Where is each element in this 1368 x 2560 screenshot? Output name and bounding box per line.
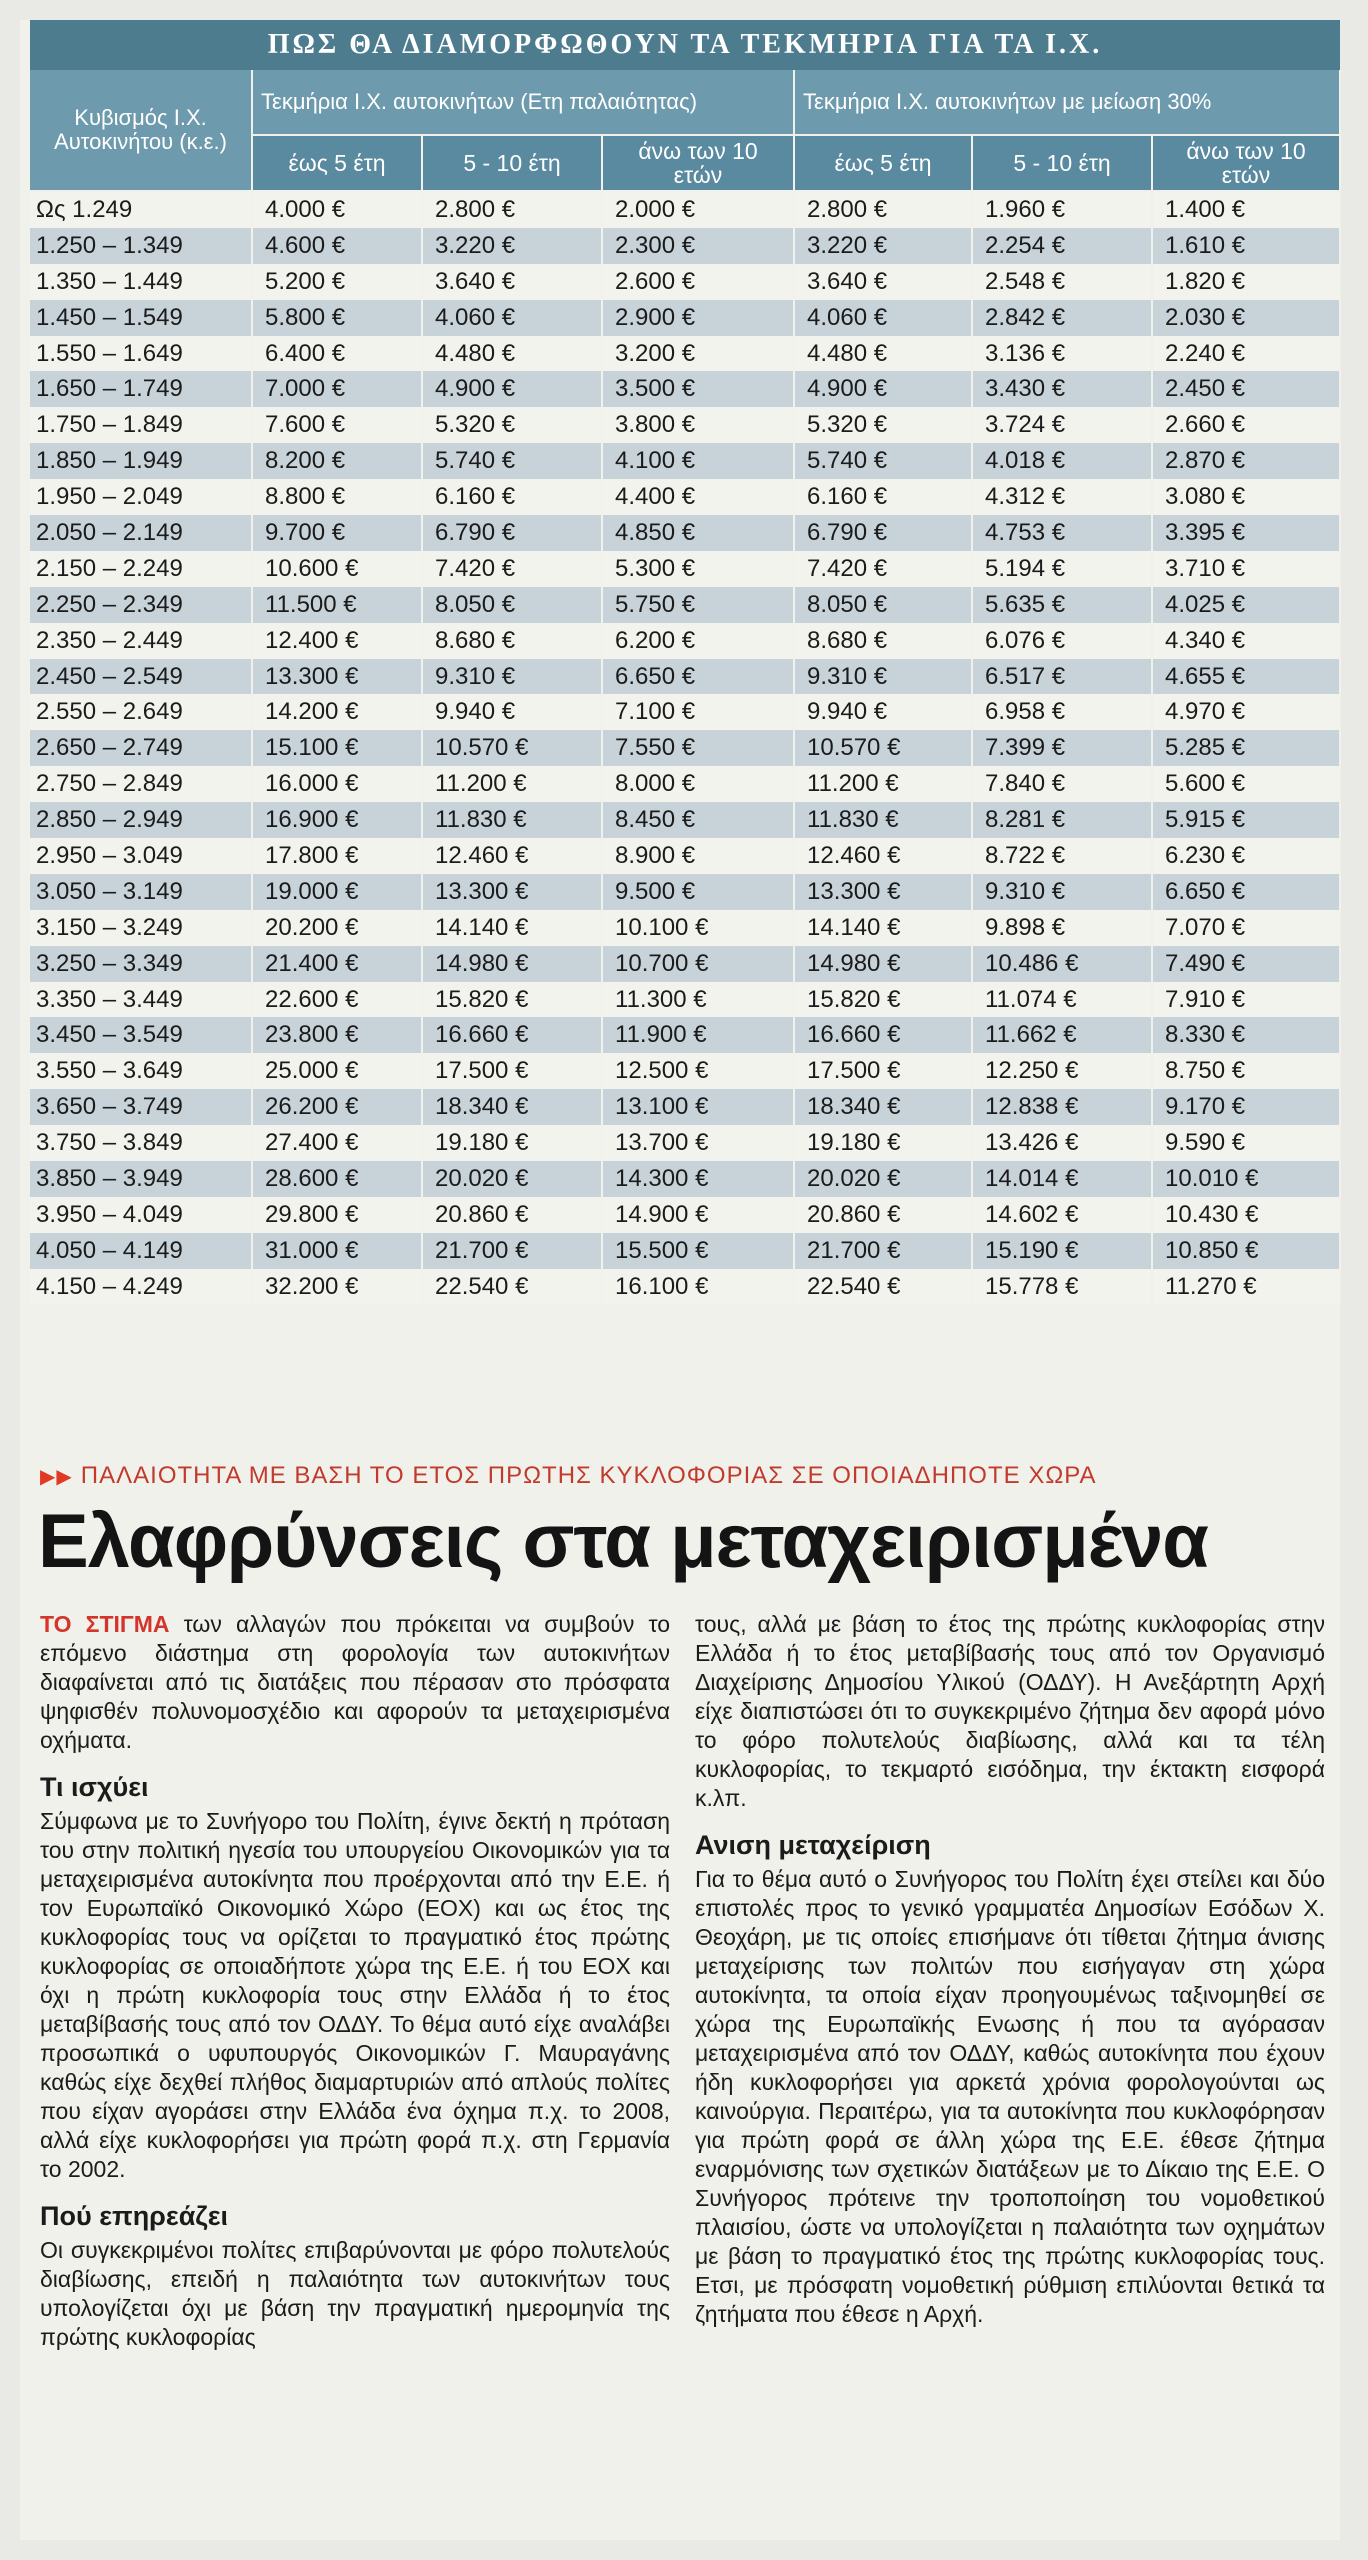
- value-cell: 5.635 €: [972, 587, 1152, 623]
- value-cell: 26.200 €: [252, 1089, 422, 1125]
- value-cell: 18.340 €: [794, 1089, 972, 1125]
- table-row: [30, 1161, 1340, 1197]
- table-row: [30, 443, 1340, 479]
- table-row: [30, 1125, 1340, 1161]
- value-cell: 14.300 €: [602, 1161, 794, 1197]
- value-cell: 14.200 €: [252, 694, 422, 730]
- value-cell: 4.060 €: [794, 300, 972, 336]
- header-group-age: Τεκμήρια Ι.Χ. αυτοκινήτων (Ετη παλαιότητας): [252, 70, 794, 135]
- value-cell: 7.600 €: [252, 407, 422, 443]
- value-cell: 18.340 €: [422, 1089, 602, 1125]
- value-cell: 5.800 €: [252, 300, 422, 336]
- tekmiria-table: [30, 70, 1341, 1305]
- value-cell: 9.940 €: [794, 694, 972, 730]
- engine-size-cell: 1.850 – 1.949: [30, 443, 252, 479]
- value-cell: 8.750 €: [1152, 1053, 1340, 1089]
- double-arrow-icon: ▶▶: [40, 1466, 73, 1488]
- value-cell: 7.840 €: [972, 766, 1152, 802]
- value-cell: 7.490 €: [1152, 946, 1340, 982]
- value-cell: 8.000 €: [602, 766, 794, 802]
- table-row: [30, 1053, 1340, 1089]
- value-cell: 6.517 €: [972, 659, 1152, 695]
- value-cell: 5.320 €: [422, 407, 602, 443]
- value-cell: 16.000 €: [252, 766, 422, 802]
- value-cell: 16.900 €: [252, 802, 422, 838]
- value-cell: 17.500 €: [422, 1053, 602, 1089]
- value-cell: 4.000 €: [252, 191, 422, 228]
- value-cell: 4.655 €: [1152, 659, 1340, 695]
- engine-size-cell: 1.550 – 1.649: [30, 336, 252, 372]
- header-group-reduced: Τεκμήρια Ι.Χ. αυτοκινήτων με μείωση 30%: [794, 70, 1340, 135]
- table-row: [30, 515, 1340, 551]
- value-cell: 8.200 €: [252, 443, 422, 479]
- value-cell: 2.450 €: [1152, 371, 1340, 407]
- value-cell: 10.100 €: [602, 910, 794, 946]
- engine-size-cell: 2.150 – 2.249: [30, 551, 252, 587]
- engine-size-cell: 2.650 – 2.749: [30, 730, 252, 766]
- value-cell: 2.030 €: [1152, 300, 1340, 336]
- value-cell: 10.570 €: [422, 730, 602, 766]
- value-cell: 3.500 €: [602, 371, 794, 407]
- value-cell: 10.010 €: [1152, 1161, 1340, 1197]
- value-cell: 10.430 €: [1152, 1197, 1340, 1233]
- value-cell: 2.600 €: [602, 264, 794, 300]
- paragraph-1: Σύμφωνα με το Συνήγορο του Πολίτη, έγινε δεκτή η πρόταση του στην πολιτική ηγεσία του υπουργείου Οικονομικών για τα μεταχειρισμένα αυτοκίνητα που προέρχονται από την Ε.Ε. ή τον Ευρωπαϊκό Οικονομικό Χώρο (ΕΟΧ) και ως έτος της κυκλοφορίας τους να ορίζεται το πραγματικό έτος πρώτης κυκλοφορίας σε οποιαδήποτε χώρα της Ε.Ε. ή του ΕΟΧ και όχι η πρώτη κυκλοφορία τους στην Ελλάδα ή το έτος μεταβίβασής τους από τον ΟΔΔΥ. Το θέμα αυτό είχε αναλάβει προσωπικά ο υφυπουργός Οικονομικών Γ. Μαυραγάνης καθώς είχε δεχθεί πλήθος διαμαρτυριών από απλούς πολίτες που είχαν αγοράσει στην Ελλάδα ένα όχημα π.χ. το 2008, αλλά είχε κυκλοφορήσει για πρώτη φορά π.χ. στη Γερμανία το 2002.: [40, 1808, 670, 2182]
- value-cell: 13.700 €: [602, 1125, 794, 1161]
- value-cell: 7.000 €: [252, 371, 422, 407]
- value-cell: 17.500 €: [794, 1053, 972, 1089]
- engine-size-cell: 2.750 – 2.849: [30, 766, 252, 802]
- engine-size-cell: 2.050 – 2.149: [30, 515, 252, 551]
- value-cell: 5.600 €: [1152, 766, 1340, 802]
- value-cell: 3.395 €: [1152, 515, 1340, 551]
- value-cell: 4.900 €: [794, 371, 972, 407]
- value-cell: 4.480 €: [794, 336, 972, 372]
- value-cell: 6.790 €: [422, 515, 602, 551]
- value-cell: 11.900 €: [602, 1017, 794, 1053]
- value-cell: 22.540 €: [422, 1269, 602, 1305]
- value-cell: 10.600 €: [252, 551, 422, 587]
- lead-paragraph: [40, 1610, 670, 1755]
- engine-size-cell: 3.450 – 3.549: [30, 1017, 252, 1053]
- value-cell: 3.220 €: [794, 228, 972, 264]
- value-cell: 6.650 €: [602, 659, 794, 695]
- value-cell: 3.200 €: [602, 336, 794, 372]
- table-row: [30, 730, 1340, 766]
- value-cell: 2.870 €: [1152, 443, 1340, 479]
- value-cell: 2.660 €: [1152, 407, 1340, 443]
- value-cell: 10.700 €: [602, 946, 794, 982]
- value-cell: 4.900 €: [422, 371, 602, 407]
- article-headline: Ελαφρύνσεις στα μεταχειρισμένα: [38, 1499, 1209, 1584]
- value-cell: 4.480 €: [422, 336, 602, 372]
- value-cell: 9.310 €: [794, 659, 972, 695]
- value-cell: 20.860 €: [422, 1197, 602, 1233]
- value-cell: 7.070 €: [1152, 910, 1340, 946]
- value-cell: 19.180 €: [794, 1125, 972, 1161]
- paragraph-3: τους, αλλά με βάση το έτος της πρώτης κυκλοφορίας στην Ελλάδα ή το έτος μεταβίβασής τους από τον Οργανισμό Διαχείρισης Δημοσίου Υλικού (ΟΔΔΥ). Η Ανεξάρτητη Αρχή είχε διαπιστώσει ότι το συγκεκριμένο ζήτημα δεν αφορά μόνο το φόρο πολυτελούς διαβίωσης, αλλά και τα τέλη κυκλοφορίας, το τεκμαρτό εισόδημα, την έκτακτη εισφορά κ.λπ.: [695, 1611, 1325, 1811]
- value-cell: 2.254 €: [972, 228, 1152, 264]
- table-row: [30, 191, 1340, 228]
- value-cell: 4.753 €: [972, 515, 1152, 551]
- value-cell: 5.750 €: [602, 587, 794, 623]
- value-cell: 7.420 €: [422, 551, 602, 587]
- value-cell: 2.900 €: [602, 300, 794, 336]
- value-cell: 12.460 €: [794, 838, 972, 874]
- value-cell: 5.194 €: [972, 551, 1152, 587]
- value-cell: 9.700 €: [252, 515, 422, 551]
- value-cell: 20.020 €: [422, 1161, 602, 1197]
- value-cell: 8.680 €: [422, 623, 602, 659]
- value-cell: 9.898 €: [972, 910, 1152, 946]
- value-cell: 13.100 €: [602, 1089, 794, 1125]
- table-body: [30, 191, 1340, 1305]
- value-cell: 5.740 €: [422, 443, 602, 479]
- value-cell: 8.330 €: [1152, 1017, 1340, 1053]
- table-row: [30, 1089, 1340, 1125]
- value-cell: 20.020 €: [794, 1161, 972, 1197]
- value-cell: 11.200 €: [422, 766, 602, 802]
- table-row: [30, 371, 1340, 407]
- value-cell: 4.600 €: [252, 228, 422, 264]
- table-row: [30, 479, 1340, 515]
- value-cell: 10.850 €: [1152, 1233, 1340, 1269]
- value-cell: 21.700 €: [794, 1233, 972, 1269]
- value-cell: 12.400 €: [252, 623, 422, 659]
- table-row: [30, 874, 1340, 910]
- table-row: [30, 838, 1340, 874]
- engine-size-cell: 1.250 – 1.349: [30, 228, 252, 264]
- value-cell: 6.400 €: [252, 336, 422, 372]
- value-cell: 4.970 €: [1152, 694, 1340, 730]
- value-cell: 4.850 €: [602, 515, 794, 551]
- engine-size-cell: 4.150 – 4.249: [30, 1269, 252, 1305]
- value-cell: 20.860 €: [794, 1197, 972, 1233]
- table-row: [30, 300, 1340, 336]
- value-cell: 9.170 €: [1152, 1089, 1340, 1125]
- article-kicker: [40, 1462, 1097, 1490]
- engine-size-cell: 2.450 – 2.549: [30, 659, 252, 695]
- value-cell: 3.710 €: [1152, 551, 1340, 587]
- table-row: [30, 659, 1340, 695]
- engine-size-cell: 1.350 – 1.449: [30, 264, 252, 300]
- value-cell: 8.722 €: [972, 838, 1152, 874]
- table-row: [30, 694, 1340, 730]
- value-cell: 11.662 €: [972, 1017, 1152, 1053]
- engine-size-cell: 3.050 – 3.149: [30, 874, 252, 910]
- article-column-right: [695, 1610, 1325, 2329]
- table-row: [30, 623, 1340, 659]
- subheader-5-10: 5 - 10 έτη: [422, 135, 602, 191]
- value-cell: 19.000 €: [252, 874, 422, 910]
- engine-size-cell: 3.750 – 3.849: [30, 1125, 252, 1161]
- value-cell: 13.300 €: [422, 874, 602, 910]
- value-cell: 25.000 €: [252, 1053, 422, 1089]
- subheading-ti-isxyei: Τι ισχύει: [40, 1772, 149, 1802]
- value-cell: 4.340 €: [1152, 623, 1340, 659]
- engine-size-cell: 4.050 – 4.149: [30, 1233, 252, 1269]
- value-cell: 15.100 €: [252, 730, 422, 766]
- engine-size-cell: 3.250 – 3.349: [30, 946, 252, 982]
- table-row: [30, 946, 1340, 982]
- subheader-reduced-over-10: άνω των 10 ετών: [1152, 135, 1340, 191]
- value-cell: 15.820 €: [794, 982, 972, 1018]
- value-cell: 1.820 €: [1152, 264, 1340, 300]
- value-cell: 6.790 €: [794, 515, 972, 551]
- value-cell: 2.548 €: [972, 264, 1152, 300]
- value-cell: 7.910 €: [1152, 982, 1340, 1018]
- value-cell: 11.500 €: [252, 587, 422, 623]
- value-cell: 31.000 €: [252, 1233, 422, 1269]
- value-cell: 11.830 €: [422, 802, 602, 838]
- table-row: [30, 264, 1340, 300]
- value-cell: 6.076 €: [972, 623, 1152, 659]
- value-cell: 2.300 €: [602, 228, 794, 264]
- value-cell: 3.640 €: [794, 264, 972, 300]
- value-cell: 11.830 €: [794, 802, 972, 838]
- value-cell: 14.900 €: [602, 1197, 794, 1233]
- header-engine-size: Κυβισμός Ι.Χ. Αυτοκινήτου (κ.ε.): [30, 70, 252, 191]
- value-cell: 3.800 €: [602, 407, 794, 443]
- engine-size-cell: 2.250 – 2.349: [30, 587, 252, 623]
- value-cell: 6.958 €: [972, 694, 1152, 730]
- value-cell: 15.778 €: [972, 1269, 1152, 1305]
- value-cell: 9.310 €: [972, 874, 1152, 910]
- value-cell: 1.400 €: [1152, 191, 1340, 228]
- table-row: [30, 587, 1340, 623]
- value-cell: 3.136 €: [972, 336, 1152, 372]
- value-cell: 11.270 €: [1152, 1269, 1340, 1305]
- value-cell: 8.050 €: [794, 587, 972, 623]
- subheader-reduced-5-10: 5 - 10 έτη: [972, 135, 1152, 191]
- value-cell: 5.300 €: [602, 551, 794, 587]
- engine-size-cell: 2.850 – 2.949: [30, 802, 252, 838]
- value-cell: 8.680 €: [794, 623, 972, 659]
- value-cell: 6.230 €: [1152, 838, 1340, 874]
- engine-size-cell: 3.150 – 3.249: [30, 910, 252, 946]
- value-cell: 8.900 €: [602, 838, 794, 874]
- value-cell: 3.724 €: [972, 407, 1152, 443]
- value-cell: 2.240 €: [1152, 336, 1340, 372]
- value-cell: 15.820 €: [422, 982, 602, 1018]
- value-cell: 5.320 €: [794, 407, 972, 443]
- value-cell: 6.160 €: [794, 479, 972, 515]
- value-cell: 4.400 €: [602, 479, 794, 515]
- value-cell: 11.074 €: [972, 982, 1152, 1018]
- value-cell: 1.610 €: [1152, 228, 1340, 264]
- value-cell: 22.600 €: [252, 982, 422, 1018]
- value-cell: 19.180 €: [422, 1125, 602, 1161]
- value-cell: 6.200 €: [602, 623, 794, 659]
- value-cell: 5.740 €: [794, 443, 972, 479]
- subheader-over-10: άνω των 10 ετών: [602, 135, 794, 191]
- newspaper-page: [20, 20, 1340, 2540]
- value-cell: 4.060 €: [422, 300, 602, 336]
- value-cell: 14.014 €: [972, 1161, 1152, 1197]
- engine-size-cell: 1.450 – 1.549: [30, 300, 252, 336]
- value-cell: 14.980 €: [794, 946, 972, 982]
- value-cell: 8.281 €: [972, 802, 1152, 838]
- value-cell: 21.700 €: [422, 1233, 602, 1269]
- value-cell: 29.800 €: [252, 1197, 422, 1233]
- value-cell: 8.050 €: [422, 587, 602, 623]
- engine-size-cell: 3.950 – 4.049: [30, 1197, 252, 1233]
- subheading-pou-epireazei: Πού επηρεάζει: [40, 2201, 229, 2231]
- value-cell: 3.220 €: [422, 228, 602, 264]
- value-cell: 14.140 €: [422, 910, 602, 946]
- value-cell: 10.486 €: [972, 946, 1152, 982]
- engine-size-cell: 3.350 – 3.449: [30, 982, 252, 1018]
- value-cell: 16.100 €: [602, 1269, 794, 1305]
- value-cell: 14.980 €: [422, 946, 602, 982]
- value-cell: 12.460 €: [422, 838, 602, 874]
- value-cell: 2.800 €: [422, 191, 602, 228]
- value-cell: 15.190 €: [972, 1233, 1152, 1269]
- value-cell: 6.650 €: [1152, 874, 1340, 910]
- value-cell: 2.800 €: [794, 191, 972, 228]
- value-cell: 27.400 €: [252, 1125, 422, 1161]
- tekmiria-table-block: [30, 20, 1340, 1305]
- value-cell: 11.300 €: [602, 982, 794, 1018]
- engine-size-cell: 1.950 – 2.049: [30, 479, 252, 515]
- value-cell: 7.550 €: [602, 730, 794, 766]
- engine-size-cell: 3.550 – 3.649: [30, 1053, 252, 1089]
- value-cell: 14.602 €: [972, 1197, 1152, 1233]
- kicker-text: ΠΑΛΑΙΟΤΗΤΑ ΜΕ ΒΑΣΗ ΤΟ ΕΤΟΣ ΠΡΩΤΗΣ ΚΥΚΛΟΦΟΡΙΑΣ ΣΕ ΟΠΟΙΑΔΗΠΟΤΕ ΧΩΡΑ: [80, 1462, 1097, 1489]
- paragraph-4: Για το θέμα αυτό ο Συνήγορος του Πολίτη έχει στείλει και δύο επιστολές προς το γενικό γραμματέα Δημοσίων Εσόδων Χ. Θεοχάρη, με τις οποίες επισήμανε ότι τίθεται ζήτημα άνισης μεταχείρισης των πολιτών που εισήγαγαν στη χώρα αυτοκίνητα, τα οποία είχαν προηγουμένως ταξινομηθεί σε χώρα της Ευρωπαϊκής Ενωσης ή που τα αγόρασαν μεταχειρισμένα από τον ΟΔΔΥ, καθώς αυτοκίνητα που έχουν ήδη κυκλοφορήσει για αρκετά χρόνια φορολογούνται ως καινούργια. Περαιτέρω, για τα αυτοκίνητα που κυκλοφόρησαν για πρώτη φορά σε άλλη χώρα της Ε.Ε. έθεσε ζήτημα εναρμόνισης των σχετικών διατάξεων με το Δίκαιο της Ε.Ε. Ο Συνήγορος πρότεινε την τροποποίηση του νομοθετικού πλαισίου, ώστε να υπολογίζεται η παλαιότητα των οχημάτων με βάση το πραγματικό έτος της πρώτης κυκλοφορίας τους. Ετσι, με πρόσφατη νομοθετική ρύθμιση επιλύονται θετικά τα ζητήματα που έθεσε η Αρχή.: [695, 1866, 1325, 2327]
- value-cell: 13.300 €: [252, 659, 422, 695]
- table-row: [30, 1017, 1340, 1053]
- table-title: ΠΩΣ ΘΑ ΔΙΑΜΟΡΦΩΘΟΥΝ ΤΑ ΤΕΚΜΗΡΙΑ ΓΙΑ ΤΑ Ι.Χ.: [30, 20, 1340, 70]
- value-cell: 4.018 €: [972, 443, 1152, 479]
- value-cell: 12.838 €: [972, 1089, 1152, 1125]
- value-cell: 1.960 €: [972, 191, 1152, 228]
- value-cell: 13.300 €: [794, 874, 972, 910]
- value-cell: 6.160 €: [422, 479, 602, 515]
- engine-size-cell: 2.550 – 2.649: [30, 694, 252, 730]
- table-row: [30, 1233, 1340, 1269]
- value-cell: 17.800 €: [252, 838, 422, 874]
- subheader-up-to-5: έως 5 έτη: [252, 135, 422, 191]
- table-row: [30, 802, 1340, 838]
- value-cell: 12.500 €: [602, 1053, 794, 1089]
- table-row: [30, 228, 1340, 264]
- table-row: [30, 766, 1340, 802]
- value-cell: 3.640 €: [422, 264, 602, 300]
- value-cell: 8.450 €: [602, 802, 794, 838]
- value-cell: 16.660 €: [422, 1017, 602, 1053]
- value-cell: 32.200 €: [252, 1269, 422, 1305]
- engine-size-cell: Ως 1.249: [30, 191, 252, 228]
- paragraph-2: Οι συγκεκριμένοι πολίτες επιβαρύνονται με φόρο πολυτελούς διαβίωσης, επειδή η παλαιότητα των αυτοκινήτων τους υπολογίζεται όχι με βάση την πραγματική ημερομηνία της πρώτης κυκλοφορίας: [40, 2237, 670, 2350]
- value-cell: 14.140 €: [794, 910, 972, 946]
- value-cell: 12.250 €: [972, 1053, 1152, 1089]
- value-cell: 4.100 €: [602, 443, 794, 479]
- value-cell: 8.800 €: [252, 479, 422, 515]
- subheader-reduced-up-to-5: έως 5 έτη: [794, 135, 972, 191]
- engine-size-cell: 3.650 – 3.749: [30, 1089, 252, 1125]
- value-cell: 23.800 €: [252, 1017, 422, 1053]
- value-cell: 10.570 €: [794, 730, 972, 766]
- value-cell: 7.100 €: [602, 694, 794, 730]
- value-cell: 4.025 €: [1152, 587, 1340, 623]
- value-cell: 4.312 €: [972, 479, 1152, 515]
- table-row: [30, 336, 1340, 372]
- value-cell: 5.200 €: [252, 264, 422, 300]
- value-cell: 16.660 €: [794, 1017, 972, 1053]
- engine-size-cell: 3.850 – 3.949: [30, 1161, 252, 1197]
- engine-size-cell: 2.950 – 3.049: [30, 838, 252, 874]
- value-cell: 5.915 €: [1152, 802, 1340, 838]
- table-row: [30, 1197, 1340, 1233]
- engine-size-cell: 1.650 – 1.749: [30, 371, 252, 407]
- value-cell: 21.400 €: [252, 946, 422, 982]
- subheading-anisi-metaxeirisi: Ανιση μεταχείριση: [695, 1830, 931, 1860]
- article-column-left: [40, 1610, 670, 2352]
- value-cell: 22.540 €: [794, 1269, 972, 1305]
- value-cell: 2.000 €: [602, 191, 794, 228]
- table-row: [30, 407, 1340, 443]
- table-row: [30, 982, 1340, 1018]
- value-cell: 7.420 €: [794, 551, 972, 587]
- value-cell: 13.426 €: [972, 1125, 1152, 1161]
- value-cell: 9.940 €: [422, 694, 602, 730]
- value-cell: 3.080 €: [1152, 479, 1340, 515]
- value-cell: 11.200 €: [794, 766, 972, 802]
- value-cell: 28.600 €: [252, 1161, 422, 1197]
- value-cell: 9.500 €: [602, 874, 794, 910]
- table-row: [30, 1269, 1340, 1305]
- engine-size-cell: 1.750 – 1.849: [30, 407, 252, 443]
- value-cell: 9.310 €: [422, 659, 602, 695]
- value-cell: 2.842 €: [972, 300, 1152, 336]
- value-cell: 5.285 €: [1152, 730, 1340, 766]
- table-row: [30, 910, 1340, 946]
- value-cell: 7.399 €: [972, 730, 1152, 766]
- table-row: [30, 551, 1340, 587]
- value-cell: 15.500 €: [602, 1233, 794, 1269]
- value-cell: 9.590 €: [1152, 1125, 1340, 1161]
- lead-tag: ΤΟ ΣΤΙΓΜΑ: [40, 1611, 170, 1637]
- lead-text: των αλλαγών που πρόκειται να συμβούν το επόμενο διάστημα στη φορολογία των αυτοκινήτων διαφαίνεται από τις διατάξεις που πέρασαν στο πρόσφατα ψηφισθέν πολυνομοσχέδιο και αφορούν τα μεταχειρισμένα οχήματα.: [40, 1611, 671, 1753]
- value-cell: 3.430 €: [972, 371, 1152, 407]
- engine-size-cell: 2.350 – 2.449: [30, 623, 252, 659]
- value-cell: 20.200 €: [252, 910, 422, 946]
